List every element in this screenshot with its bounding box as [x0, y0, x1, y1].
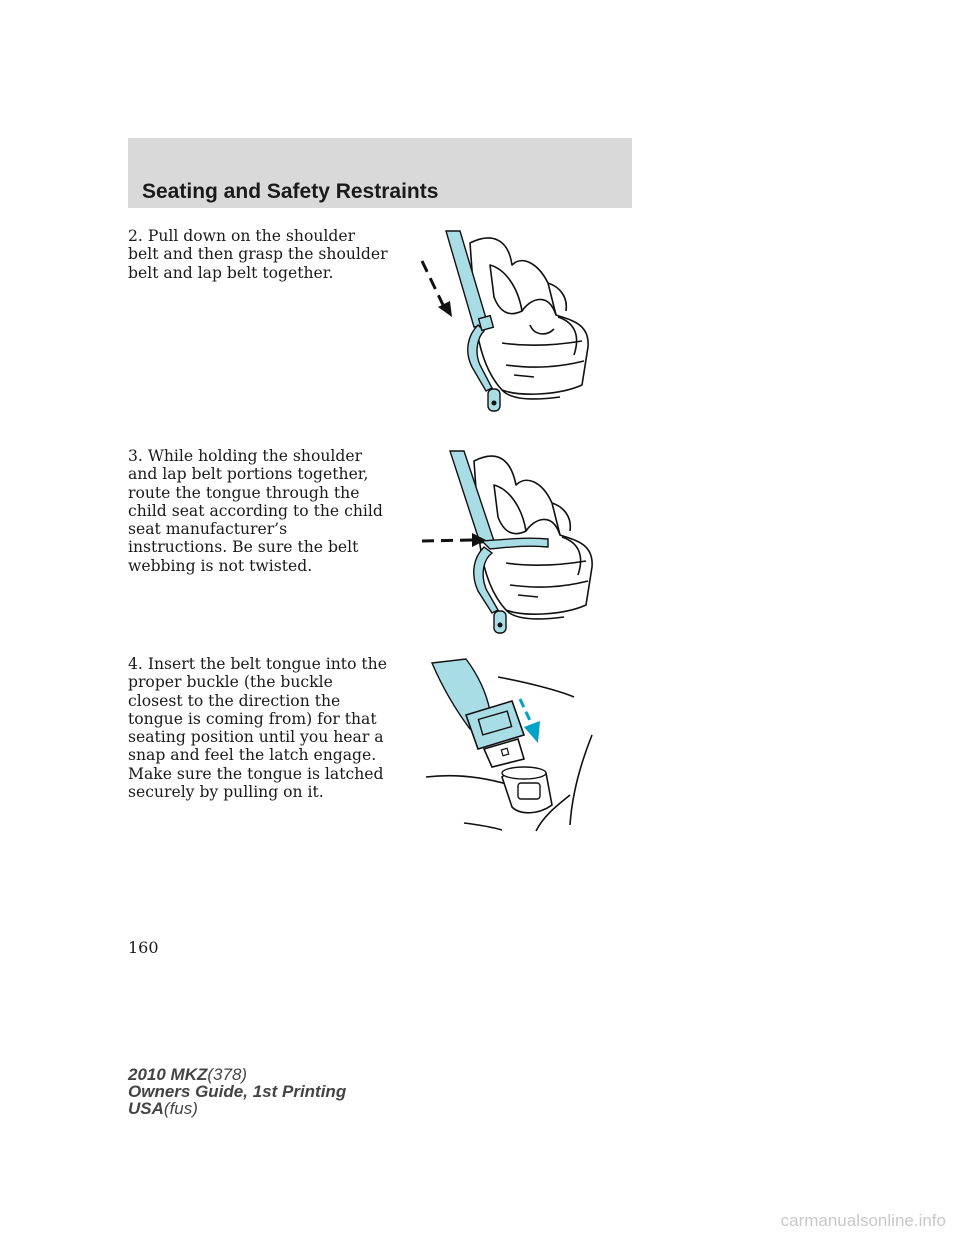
step-3 — [128, 447, 390, 575]
page-number: 160 — [128, 938, 159, 957]
watermark-link[interactable]: carmanualsonline.info — [780, 1211, 946, 1230]
footer-line-model — [128, 1066, 346, 1083]
footer-region-code: (fus) — [163, 1099, 198, 1118]
step-4 — [128, 655, 390, 801]
child-seat-route-tongue-illustration — [418, 445, 608, 640]
footer-line-region — [128, 1100, 346, 1117]
document-footer — [128, 1066, 346, 1117]
footer-model: 2010 MKZ — [128, 1065, 208, 1084]
step-4-text: 4. Insert the belt tongue into the proper buckle (the buckle closest to the direction the tongue is coming from) for that seating position until you hear a snap and feel the latch engage. Make sure the tongue is latched securely by pulling on it. — [128, 655, 387, 802]
step-2 — [128, 227, 390, 282]
child-seat-pull-belt-illustration — [410, 225, 600, 415]
step-3-text: 3. While holding the shoulder and lap belt portions together, route the tongue through the child seat according to the child seat manufacturer’s instructions. Be sure the belt webbing is not twisted. — [128, 447, 383, 575]
section-header — [128, 138, 632, 208]
step-2-text: 2. Pull down on the shoulder belt and then grasp the shoulder belt and lap belt together. — [128, 227, 388, 282]
section-title: Seating and Safety Restraints — [142, 180, 439, 203]
footer-guide: Owners Guide, 1st Printing — [128, 1082, 347, 1101]
buckle-insert-illustration — [420, 655, 610, 845]
footer-region: USA — [128, 1099, 164, 1118]
footer-model-code: (378) — [207, 1065, 248, 1084]
